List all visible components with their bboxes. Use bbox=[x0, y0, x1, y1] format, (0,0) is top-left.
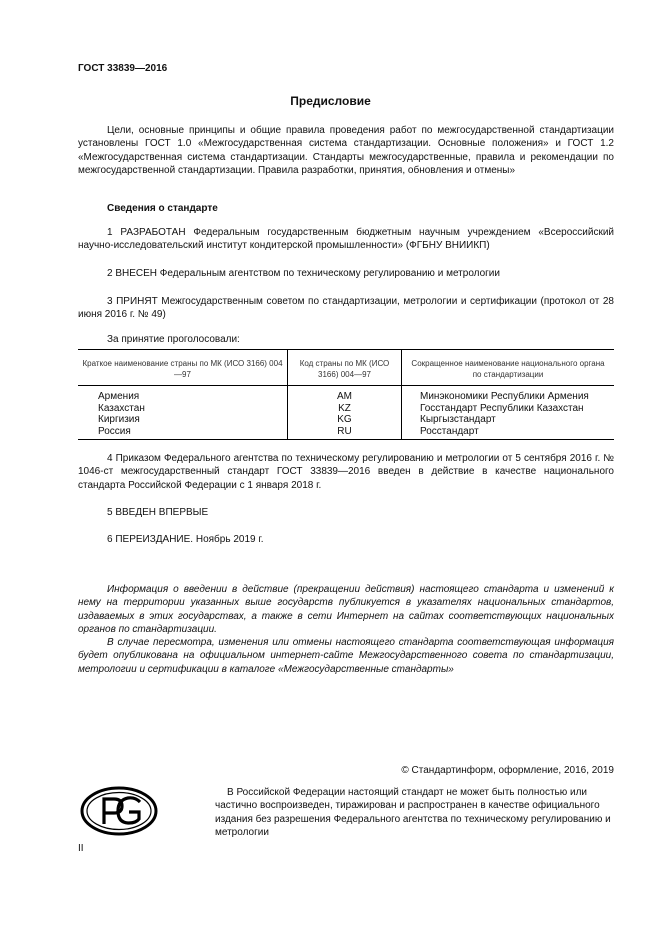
info-heading: Сведения о стандарте bbox=[107, 203, 218, 214]
table-row bbox=[78, 414, 614, 426]
info-note: Информация о введении в действие (прекращении действия) настоящего стандарта и изменений к нему на территории указанных выше государств публикуется в указателях национальных стандартов, издаваемых в этих государствах, а также в сети Интернет на сайтах соответствующих национальных органов по стандартизации. bbox=[78, 584, 614, 635]
country-name: Казахстан bbox=[78, 403, 288, 415]
voted-label: За принятие проголосовали: bbox=[107, 334, 240, 345]
item-reissue: 6 ПЕРЕИЗДАНИЕ. Ноябрь 2019 г. bbox=[107, 534, 264, 545]
countries-table bbox=[78, 349, 614, 440]
header-country: Краткое наименование страны по МК (ИСО 3166) 004—97 bbox=[78, 350, 288, 386]
intro-paragraph: Цели, основные принципы и общие правила проведения работ по межгосударственной стандартизации установлены ГОСТ 1.0 «Межгосударственная система стандартизации. Основные положения» и ГОСТ 1.2 «Межгосударственная система стандартизации. Стандарты межгосударственные, правила и рекомендации по межгосударственной стандартизации. Правила разработки, принятия, обновления и отмены» bbox=[78, 125, 614, 176]
page-number: II bbox=[78, 843, 84, 854]
page-title: Предисловие bbox=[290, 94, 371, 108]
header-code: Код страны по МК (ИСО 3166) 004—97 bbox=[288, 350, 402, 386]
document-code: ГОСТ 33839—2016 bbox=[78, 63, 168, 74]
country-code: AM bbox=[288, 386, 402, 403]
rst-logo-icon bbox=[80, 786, 158, 836]
standards-body: Госстандарт Республики Казахстан bbox=[420, 402, 584, 414]
item-introduced: 2 ВНЕСЕН Федеральным агентством по техническому регулированию и метрологии bbox=[107, 268, 500, 279]
table-row bbox=[78, 403, 614, 415]
country-code: KG bbox=[288, 414, 402, 426]
country-code: RU bbox=[288, 426, 402, 440]
copyright-notice bbox=[215, 786, 614, 839]
standards-body: Кыргызстандарт bbox=[420, 414, 496, 425]
copyright: © Стандартинформ, оформление, 2016, 2019 bbox=[401, 765, 614, 776]
header-body: Сокращенное наименование национального органа по стандартизации bbox=[402, 350, 615, 386]
item-first-time: 5 ВВЕДЕН ВПЕРВЫЕ bbox=[107, 507, 209, 518]
country-name: Россия bbox=[78, 426, 288, 440]
table-header-row bbox=[78, 350, 614, 386]
country-code: KZ bbox=[288, 403, 402, 415]
notice-text: В Российской Федерации настоящий стандарт не может быть полностью или частично воспроизведен, тиражирован и распространен в качестве официального издания без разрешения Федерального агентства по техническому регулированию и метрологии bbox=[215, 787, 611, 838]
standards-body: Минэкономики Республики Армения bbox=[420, 391, 589, 402]
item-adopted: 3 ПРИНЯТ Межгосударственным советом по стандартизации, метрологии и сертификации (протокол от 28 июня 2016 г. № 49) bbox=[78, 296, 614, 321]
info-note: В случае пересмотра, изменения или отмены настоящего стандарта соответствующая информация будет опубликована на официальном интернет-сайте Межгосударственного совета по стандартизации, метрологии и сертификации в каталоге «Межгосударственные стандарты» bbox=[78, 637, 614, 675]
table-row bbox=[78, 426, 614, 440]
item-developed: 1 РАЗРАБОТАН Федеральным государственным бюджетным научным учреждением «Всероссийский научно-исследовательский институт кондитерской промышленности» (ФГБНУ ВНИИКП) bbox=[78, 227, 614, 252]
country-name: Армения bbox=[78, 386, 288, 403]
item-order: 4 Приказом Федерального агентства по техническому регулированию и метрологии от 5 сентября 2016 г. № 1046-ст межгосударственный стандарт ГОСТ 33839—2016 введен в действие в качестве национального стандарта Российской Федерации с 1 января 2018 г. bbox=[78, 453, 614, 491]
country-name: Киргизия bbox=[78, 414, 288, 426]
standards-body: Росстандарт bbox=[420, 425, 479, 437]
info-notes bbox=[78, 583, 614, 676]
table-row bbox=[78, 386, 614, 403]
